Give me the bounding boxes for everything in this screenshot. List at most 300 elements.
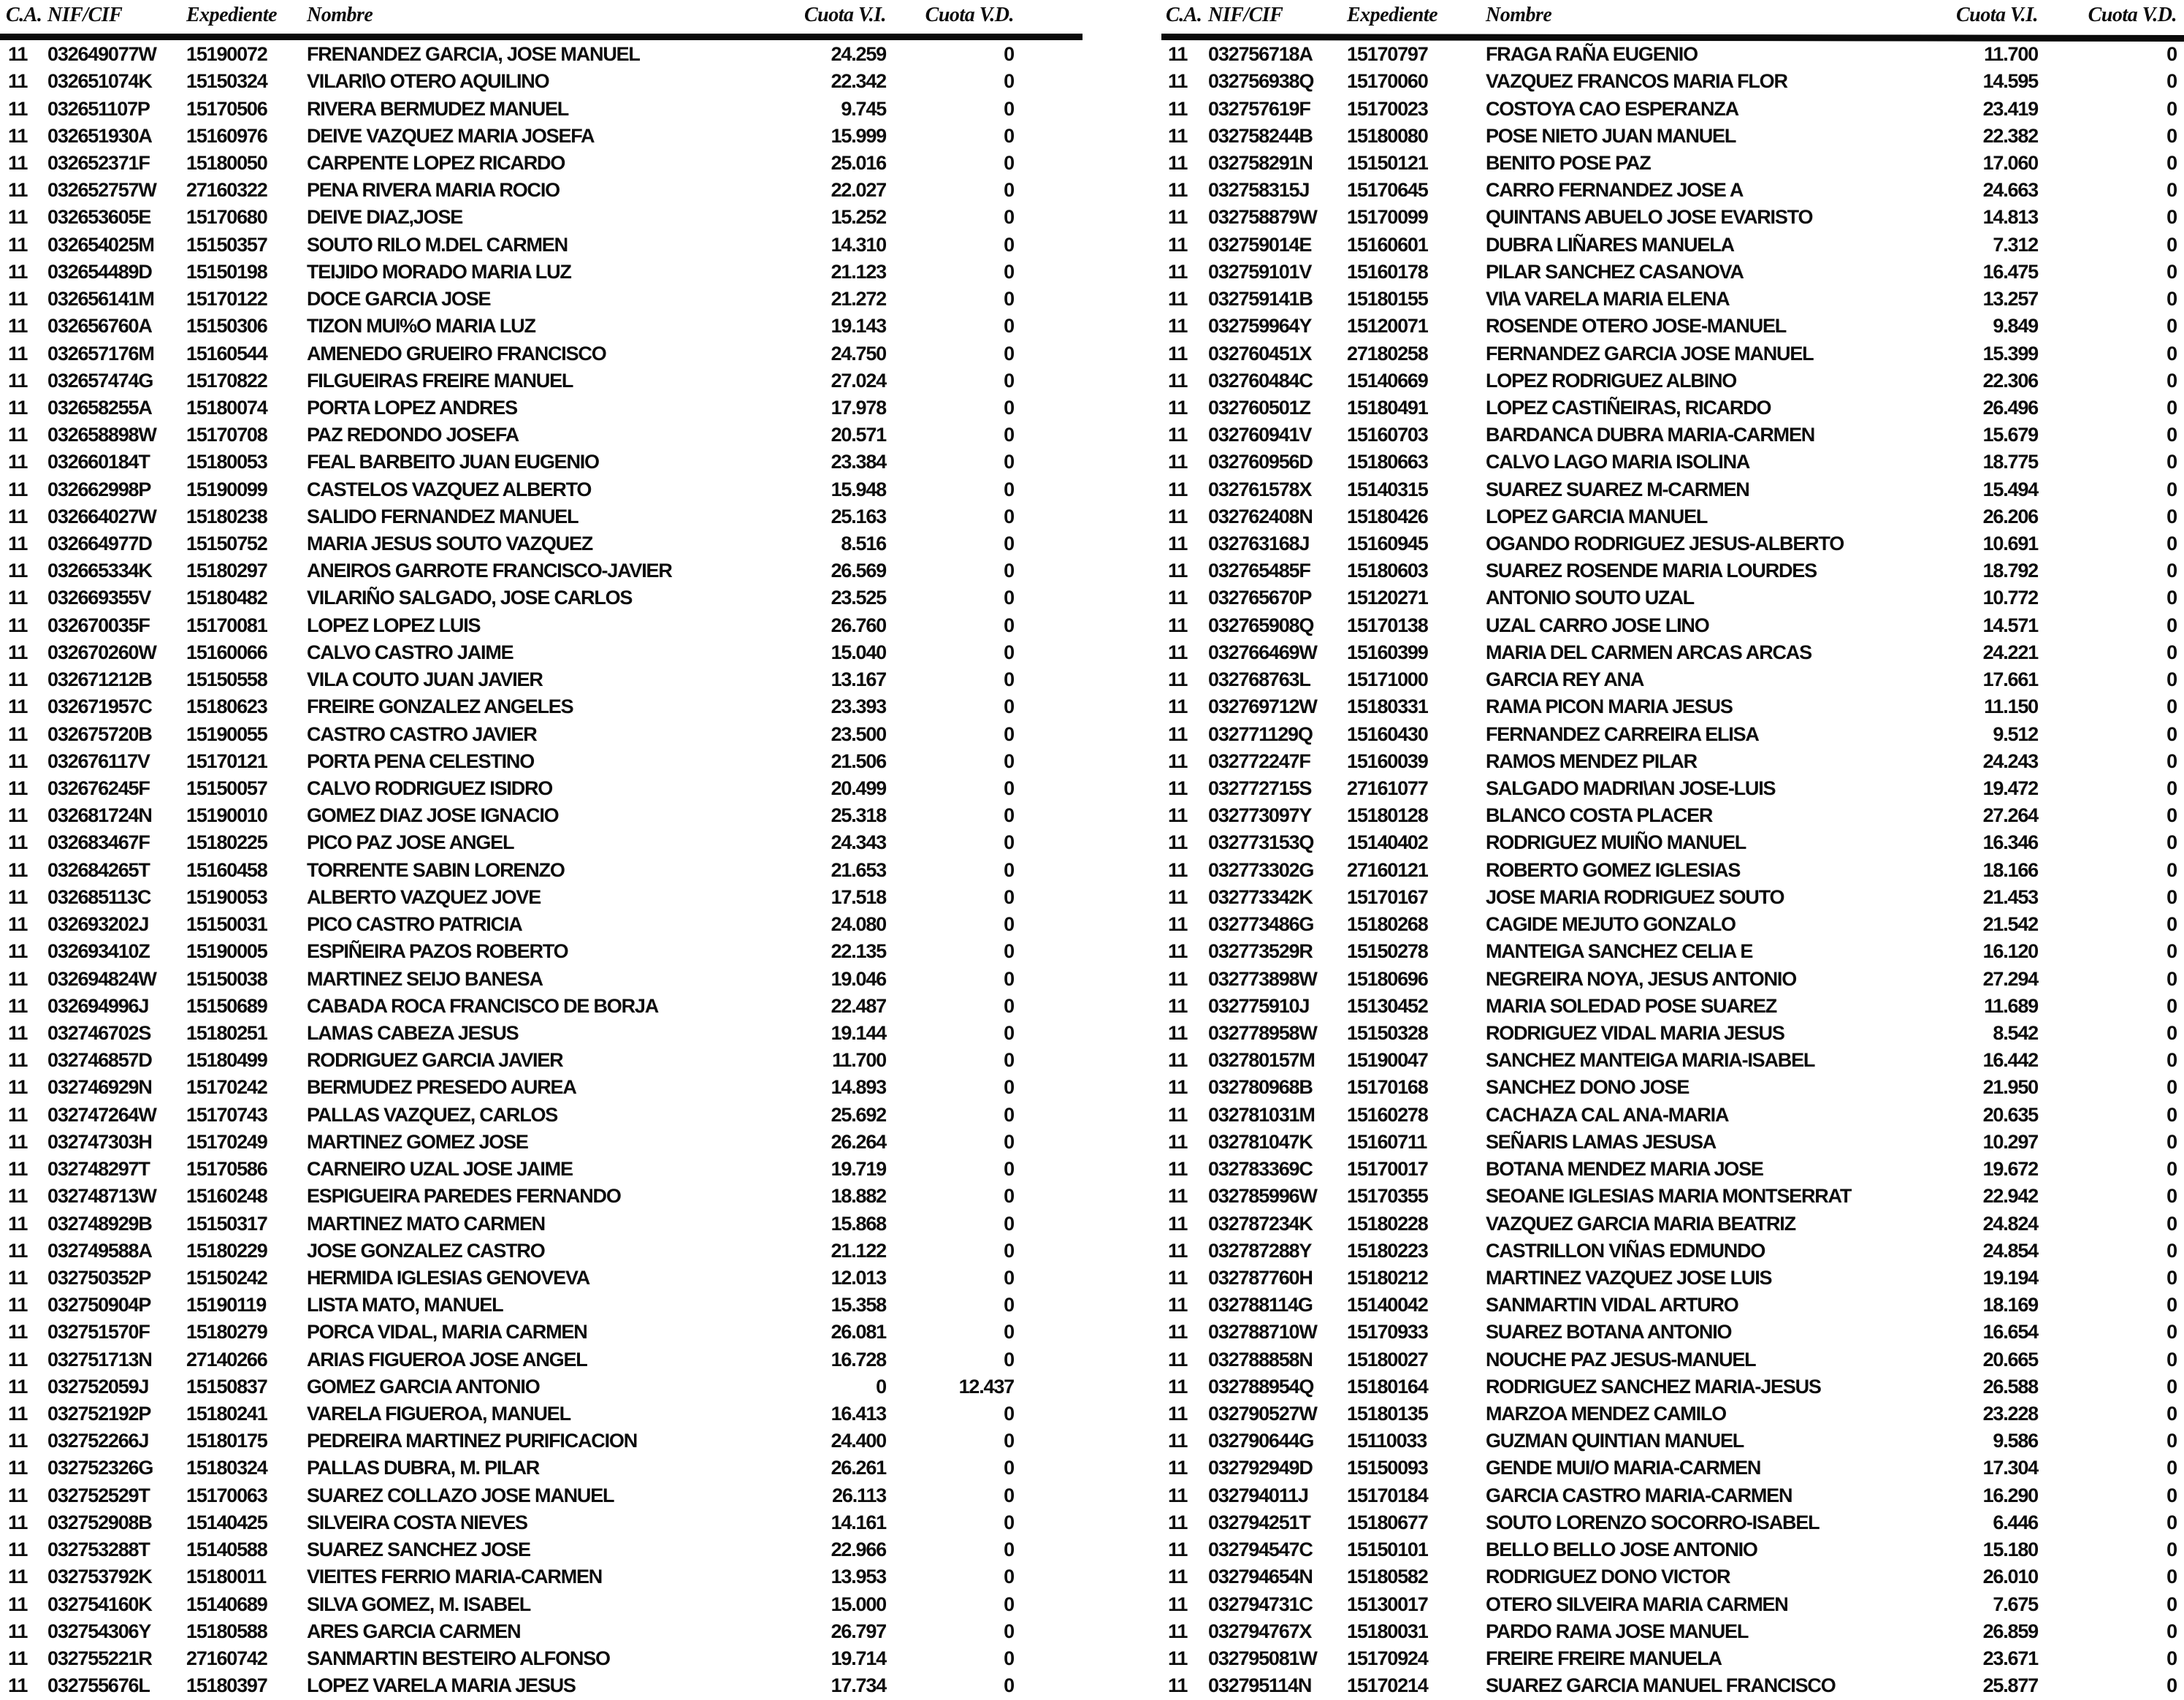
ca-cell: 11 [8, 342, 28, 365]
cuota-vd-cell: 0 [1004, 1321, 1014, 1343]
cuota-vi-cell: 23.384 [831, 451, 886, 473]
cuota-vd-cell: 0 [1004, 288, 1014, 310]
nif-cell: 032759964Y [1208, 315, 1312, 338]
ca-cell: 11 [8, 641, 28, 663]
nif-cell: 032772247F [1208, 750, 1310, 772]
expediente-cell: 15170708 [186, 424, 267, 446]
nombre-cell: RODRIGUEZ MUIÑO MANUEL [1486, 831, 1746, 854]
table-row [1166, 1672, 2177, 1699]
nombre-cell: BOTANA MENDEZ MARIA JOSE [1486, 1158, 1763, 1181]
table-row [1166, 775, 2177, 802]
table-row [6, 1455, 1014, 1482]
cuota-vd-cell: 0 [1004, 70, 1014, 93]
table-row [1166, 1210, 2177, 1237]
cuota-vi-cell: 26.496 [1982, 396, 2038, 419]
nombre-cell: MARIA DEL CARMEN ARCAS ARCAS [1486, 641, 1811, 663]
expediente-cell: 15170017 [1347, 1158, 1428, 1181]
table-row [6, 1319, 1014, 1346]
cuota-vd-cell: 12.437 [958, 1375, 1014, 1398]
ca-cell: 11 [8, 1212, 28, 1235]
nif-cell: 032759101V [1208, 260, 1312, 283]
cuota-vd-cell: 0 [1004, 940, 1014, 963]
cuota-vi-cell: 26.859 [1982, 1620, 2038, 1642]
table-row [1166, 1509, 2177, 1536]
cuota-vd-cell: 0 [2166, 1076, 2177, 1099]
nif-cell: 032788710W [1208, 1321, 1317, 1343]
expediente-cell: 15180588 [186, 1620, 267, 1642]
table-row [6, 584, 1014, 611]
expediente-cell: 15170933 [1347, 1321, 1428, 1343]
nombre-cell: CASTRO CASTRO JAVIER [307, 723, 537, 745]
cuota-vi-cell: 13.257 [1982, 288, 2038, 310]
cuota-vi-cell: 17.518 [831, 885, 886, 908]
expediente-cell: 15150031 [186, 913, 267, 936]
table-row [6, 1020, 1014, 1047]
cuota-vd-cell: 0 [1004, 260, 1014, 283]
expediente-cell: 15150324 [186, 70, 267, 93]
expediente-cell: 15170184 [1347, 1484, 1428, 1506]
table-row [6, 775, 1014, 802]
cuota-vi-cell: 24.750 [831, 342, 886, 365]
ca-cell: 11 [1168, 260, 1188, 283]
nombre-cell: ESPIGUEIRA PAREDES FERNANDO [307, 1185, 621, 1208]
nombre-cell: SOUTO LORENZO SOCORRO-ISABEL [1486, 1511, 1820, 1533]
expediente-cell: 15180397 [186, 1674, 267, 1697]
cuota-vd-cell: 0 [1004, 1647, 1014, 1670]
nif-cell: 032780157M [1208, 1049, 1315, 1072]
table-row [6, 340, 1014, 367]
cuota-vd-cell: 0 [2166, 260, 2177, 283]
nif-cell: 032654025M [47, 233, 154, 256]
cuota-vi-cell: 7.675 [1993, 1593, 2038, 1615]
nombre-cell: GARCIA CASTRO MARIA-CARMEN [1486, 1484, 1792, 1506]
nombre-cell: LAMAS CABEZA JESUS [307, 1021, 519, 1044]
expediente-cell: 15180223 [1347, 1239, 1428, 1262]
nombre-cell: HERMIDA IGLESIAS GENOVEVA [307, 1266, 590, 1289]
ca-cell: 11 [1168, 1021, 1188, 1044]
cuota-vd-cell: 0 [1004, 179, 1014, 202]
cuota-vd-cell: 0 [1004, 342, 1014, 365]
ca-cell: 11 [1168, 1130, 1188, 1153]
ca-cell: 11 [1168, 288, 1188, 310]
expediente-cell: 15170081 [186, 614, 267, 636]
table-row [6, 259, 1014, 286]
nif-cell: 032676245F [47, 777, 150, 800]
nif-cell: 032775910J [1208, 994, 1310, 1017]
cuota-vd-cell: 0 [2166, 1130, 2177, 1153]
table-row [6, 313, 1014, 340]
cuota-vd-cell: 0 [2166, 288, 2177, 310]
table-row [6, 1238, 1014, 1265]
cuota-vi-cell: 18.775 [1982, 451, 2038, 473]
cuota-vd-cell: 0 [2166, 151, 2177, 174]
table-row [1166, 1536, 2177, 1563]
ca-cell: 11 [8, 587, 28, 609]
cuota-vi-cell: 19.046 [831, 967, 886, 990]
expediente-cell: 15160278 [1347, 1103, 1428, 1126]
cuota-vi-cell: 14.310 [831, 233, 886, 256]
table-row [1166, 965, 2177, 992]
cuota-vi-cell: 27.024 [831, 369, 886, 392]
expediente-cell: 15180238 [186, 505, 267, 527]
column-header-nif: NIF/CIF [1208, 4, 1283, 26]
table-row [6, 232, 1014, 259]
column-header-ca: C.A. [6, 4, 42, 26]
ca-cell: 11 [8, 695, 28, 718]
nombre-cell: VI\A VARELA MARIA ELENA [1486, 288, 1730, 310]
nif-cell: 032795114N [1208, 1674, 1312, 1697]
nif-cell: 032765485F [1208, 560, 1310, 582]
nombre-cell: SEÑARIS LAMAS JESUSA [1486, 1130, 1717, 1153]
cuota-vi-cell: 11.700 [832, 1049, 886, 1072]
ca-cell: 11 [8, 1239, 28, 1262]
expediente-cell: 15180696 [1347, 967, 1428, 990]
cuota-vd-cell: 0 [1004, 206, 1014, 229]
expediente-cell: 15170586 [186, 1158, 267, 1181]
left-table-rows [6, 41, 1014, 1699]
cuota-vd-cell: 0 [2166, 1566, 2177, 1588]
cuota-vd-cell: 0 [2166, 1593, 2177, 1615]
ca-cell: 11 [8, 560, 28, 582]
cuota-vi-cell: 25.016 [831, 151, 886, 174]
expediente-cell: 27160121 [1347, 858, 1428, 881]
cuota-vd-cell: 0 [2166, 777, 2177, 800]
expediente-cell: 15170023 [1347, 97, 1428, 120]
nif-cell: 032769712W [1208, 695, 1317, 718]
table-row [6, 1428, 1014, 1455]
cuota-vd-cell: 0 [2166, 723, 2177, 745]
nif-cell: 032748713W [47, 1185, 156, 1208]
nombre-cell: CASTELOS VAZQUEZ ALBERTO [307, 478, 592, 500]
table-row [6, 1590, 1014, 1617]
nombre-cell: RODRIGUEZ VIDAL MARIA JESUS [1486, 1021, 1784, 1044]
expediente-cell: 15160039 [1347, 750, 1428, 772]
table-row [1166, 857, 2177, 884]
cuota-vd-cell: 0 [1004, 668, 1014, 691]
nombre-cell: RAMA PICON MARIA JESUS [1486, 695, 1733, 718]
nombre-cell: PEDREIRA MARTINEZ PURIFICACION [307, 1430, 638, 1452]
nif-cell: 032693202J [47, 913, 149, 936]
cuota-vi-cell: 25.163 [831, 505, 886, 527]
nif-cell: 032752059J [47, 1375, 149, 1398]
cuota-vi-cell: 21.506 [831, 750, 886, 772]
expediente-cell: 15170355 [1347, 1185, 1428, 1208]
expediente-cell: 15150752 [186, 533, 267, 555]
cuota-vi-cell: 26.206 [1982, 505, 2038, 527]
ca-cell: 11 [8, 315, 28, 338]
cuota-vi-cell: 26.010 [1982, 1566, 2038, 1588]
cuota-vi-cell: 19.714 [831, 1647, 886, 1670]
cuota-vi-cell: 22.306 [1982, 369, 2038, 392]
ca-cell: 11 [1168, 1593, 1188, 1615]
table-row [6, 1482, 1014, 1509]
table-row [6, 394, 1014, 422]
cuota-vd-cell: 0 [2166, 478, 2177, 500]
cuota-vd-cell: 0 [2166, 1403, 2177, 1425]
column-header-cuota-vd: Cuota V.D. [925, 4, 1014, 26]
nif-cell: 032670260W [47, 641, 156, 663]
nif-cell: 032787234K [1208, 1212, 1313, 1235]
table-row [6, 993, 1014, 1020]
table-row [6, 693, 1014, 720]
cuota-vd-cell: 0 [1004, 831, 1014, 854]
nif-cell: 032754160K [47, 1593, 152, 1615]
nif-cell: 032681724N [47, 804, 152, 827]
expediente-cell: 15170121 [186, 750, 267, 772]
nif-cell: 032651107P [47, 97, 150, 120]
nombre-cell: TORRENTE SABIN LORENZO [307, 858, 565, 881]
expediente-cell: 27160322 [186, 179, 267, 202]
cuota-vi-cell: 9.586 [1993, 1430, 2038, 1452]
nif-cell: 032780968B [1208, 1076, 1313, 1099]
expediente-cell: 15140588 [186, 1539, 267, 1561]
nif-cell: 032787288Y [1208, 1239, 1312, 1262]
cuota-vd-cell: 0 [2166, 43, 2177, 66]
table-row [6, 367, 1014, 394]
expediente-cell: 15180229 [186, 1239, 267, 1262]
nif-cell: 032794547C [1208, 1539, 1313, 1561]
expediente-cell: 15140315 [1347, 478, 1428, 500]
ca-cell: 11 [8, 1620, 28, 1642]
cuota-vd-cell: 0 [1004, 1403, 1014, 1425]
nombre-cell: LOPEZ LOPEZ LUIS [307, 614, 481, 636]
table-row [1166, 123, 2177, 150]
cuota-vi-cell: 14.571 [1982, 614, 2038, 636]
cuota-vd-cell: 0 [2166, 1212, 2177, 1235]
cuota-vi-cell: 26.760 [831, 614, 886, 636]
cuota-vd-cell: 0 [2166, 97, 2177, 120]
nif-cell: 032756718A [1208, 43, 1313, 66]
nombre-cell: VILA COUTO JUAN JAVIER [307, 668, 543, 691]
nif-cell: 032751713N [47, 1348, 152, 1371]
table-row [1166, 367, 2177, 394]
ca-cell: 11 [1168, 70, 1188, 93]
cuota-vi-cell: 22.966 [831, 1539, 886, 1561]
cuota-vd-cell: 0 [2166, 206, 2177, 229]
ca-cell: 11 [1168, 994, 1188, 1017]
table-row [1166, 1455, 2177, 1482]
nombre-cell: PENA RIVERA MARIA ROCIO [307, 179, 560, 202]
nif-cell: 032649077W [47, 43, 156, 66]
cuota-vd-cell: 0 [1004, 1158, 1014, 1181]
nif-cell: 032773486G [1208, 913, 1314, 936]
nif-cell: 032752266J [47, 1430, 149, 1452]
nombre-cell: PALLAS DUBRA, M. PILAR [307, 1457, 540, 1479]
nif-cell: 032752529T [47, 1484, 150, 1506]
expediente-cell: 15150278 [1347, 940, 1428, 963]
nif-cell: 032757619F [1208, 97, 1310, 120]
cuota-vi-cell: 8.516 [841, 533, 886, 555]
ca-cell: 11 [8, 1076, 28, 1099]
nombre-cell: FRENANDEZ GARCIA, JOSE MANUEL [307, 43, 640, 66]
expediente-cell: 15130452 [1347, 994, 1428, 1017]
nif-cell: 032759014E [1208, 233, 1312, 256]
nif-cell: 032771129Q [1208, 723, 1313, 745]
ca-cell: 11 [8, 1647, 28, 1670]
table-row [1166, 68, 2177, 95]
table-row [1166, 1482, 2177, 1509]
nombre-cell: ANTONIO SOUTO UZAL [1486, 587, 1694, 609]
cuota-vi-cell: 19.143 [831, 315, 886, 338]
ca-cell: 11 [8, 70, 28, 93]
table-row [1166, 666, 2177, 693]
cuota-vi-cell: 22.135 [831, 940, 886, 963]
cuota-vi-cell: 15.399 [1982, 342, 2038, 365]
ca-cell: 11 [1168, 695, 1188, 718]
nombre-cell: UZAL CARRO JOSE LINO [1486, 614, 1709, 636]
nombre-cell: SILVEIRA COSTA NIEVES [307, 1511, 527, 1533]
cuota-vd-cell: 0 [2166, 967, 2177, 990]
nombre-cell: BELLO BELLO JOSE ANTONIO [1486, 1539, 1757, 1561]
expediente-cell: 15180074 [186, 396, 267, 419]
nif-cell: 032746702S [47, 1021, 151, 1044]
nif-cell: 032788858N [1208, 1348, 1313, 1371]
cuota-vd-cell: 0 [2166, 1511, 2177, 1533]
nif-cell: 032788954Q [1208, 1375, 1314, 1398]
table-row [6, 857, 1014, 884]
cuota-vi-cell: 26.588 [1982, 1375, 2038, 1398]
nif-cell: 032651930A [47, 124, 152, 147]
cuota-vd-cell: 0 [2166, 994, 2177, 1017]
table-row [6, 612, 1014, 639]
cuota-vd-cell: 0 [1004, 913, 1014, 936]
nif-cell: 032778958W [1208, 1021, 1317, 1044]
ca-cell: 11 [1168, 1403, 1188, 1425]
nif-cell: 032671212B [47, 668, 152, 691]
nombre-cell: SANMARTIN BESTEIRO ALFONSO [307, 1647, 610, 1670]
table-row [6, 95, 1014, 122]
table-row [1166, 394, 2177, 422]
expediente-cell: 15180011 [186, 1566, 267, 1588]
nif-cell: 032795081W [1208, 1647, 1317, 1670]
nif-cell: 032773302G [1208, 858, 1314, 881]
cuota-vd-cell: 0 [1004, 967, 1014, 990]
ca-cell: 11 [1168, 1239, 1188, 1262]
nombre-cell: BENITO POSE PAZ [1486, 151, 1651, 174]
nombre-cell: GENDE MUI/O MARIA-CARMEN [1486, 1457, 1761, 1479]
column-header-nombre: Nombre [1486, 4, 1552, 26]
cuota-vi-cell: 15.679 [1982, 424, 2038, 446]
table-row [1166, 259, 2177, 286]
cuota-vd-cell: 0 [1004, 695, 1014, 718]
nombre-cell: TIZON MUI%O MARIA LUZ [307, 315, 535, 338]
cuota-vd-cell: 0 [2166, 451, 2177, 473]
cuota-vd-cell: 0 [2166, 1375, 2177, 1398]
cuota-vi-cell: 21.950 [1982, 1076, 2038, 1099]
ca-cell: 11 [1168, 342, 1188, 365]
cuota-vi-cell: 27.264 [1982, 804, 2038, 827]
table-row [6, 1210, 1014, 1237]
cuota-vi-cell: 7.312 [1993, 233, 2038, 256]
expediente-cell: 15180491 [1347, 396, 1428, 419]
nombre-cell: LOPEZ RODRIGUEZ ALBINO [1486, 369, 1737, 392]
nif-cell: 032694824W [47, 967, 156, 990]
cuota-vd-cell: 0 [1004, 560, 1014, 582]
nif-cell: 032756938Q [1208, 70, 1314, 93]
cuota-vi-cell: 14.893 [831, 1076, 886, 1099]
cuota-vd-cell: 0 [2166, 1049, 2177, 1072]
cuota-vi-cell: 11.150 [1984, 695, 2038, 718]
ca-cell: 11 [1168, 1539, 1188, 1561]
table-row [1166, 1292, 2177, 1319]
table-row [1166, 422, 2177, 449]
column-header-cuota-vi: Cuota V.I. [1956, 4, 2038, 26]
cuota-vd-cell: 0 [2166, 1266, 2177, 1289]
nif-cell: 032783369C [1208, 1158, 1313, 1181]
cuota-vd-cell: 0 [1004, 1076, 1014, 1099]
nombre-cell: SUAREZ GARCIA MANUEL FRANCISCO [1486, 1674, 1836, 1697]
nif-cell: 032794654N [1208, 1566, 1313, 1588]
cuota-vi-cell: 6.446 [1993, 1511, 2038, 1533]
table-row [6, 884, 1014, 911]
nif-cell: 032761578X [1208, 478, 1312, 500]
expediente-cell: 15190053 [186, 885, 267, 908]
nif-cell: 032747303H [47, 1130, 152, 1153]
table-row [1166, 150, 2177, 177]
cuota-vi-cell: 20.571 [831, 424, 886, 446]
cuota-vd-cell: 0 [1004, 1430, 1014, 1452]
table-row [6, 1509, 1014, 1536]
cuota-vi-cell: 9.512 [1993, 723, 2038, 745]
cuota-vi-cell: 25.692 [831, 1103, 886, 1126]
cuota-vi-cell: 20.665 [1982, 1348, 2038, 1371]
cuota-vi-cell: 19.144 [831, 1021, 886, 1044]
nombre-cell: ARIAS FIGUEROA JOSE ANGEL [307, 1348, 587, 1371]
table-row [6, 557, 1014, 584]
cuota-vd-cell: 0 [1004, 804, 1014, 827]
cuota-vd-cell: 0 [1004, 750, 1014, 772]
table-row [1166, 1102, 2177, 1129]
nif-cell: 032748929B [47, 1212, 152, 1235]
table-row [1166, 1590, 2177, 1617]
nif-cell: 032787760H [1208, 1266, 1313, 1289]
nif-cell: 032656141M [47, 288, 154, 310]
expediente-cell: 15120271 [1347, 587, 1428, 609]
nombre-cell: LISTA MATO, MANUEL [307, 1294, 503, 1316]
nombre-cell: MARTINEZ MATO CARMEN [307, 1212, 545, 1235]
nif-cell: 032664027W [47, 505, 156, 527]
nif-cell: 032660184T [47, 451, 150, 473]
ca-cell: 11 [1168, 1674, 1188, 1697]
cuota-vi-cell: 14.595 [1982, 70, 2038, 93]
nif-cell: 032657176M [47, 342, 154, 365]
expediente-cell: 15170242 [186, 1076, 267, 1099]
table-row [6, 150, 1014, 177]
ca-cell: 11 [8, 533, 28, 555]
expediente-cell: 15170063 [186, 1484, 267, 1506]
nombre-cell: MARTINEZ GOMEZ JOSE [307, 1130, 528, 1153]
ca-cell: 11 [1168, 478, 1188, 500]
cuota-vi-cell: 21.453 [1982, 885, 2038, 908]
expediente-cell: 15170506 [186, 97, 267, 120]
nif-cell: 032773898W [1208, 967, 1317, 990]
cuota-vd-cell: 0 [2166, 1484, 2177, 1506]
nif-cell: 032768763L [1208, 668, 1310, 691]
cuota-vi-cell: 24.080 [831, 913, 886, 936]
nombre-cell: FREIRE FREIRE MANUELA [1486, 1647, 1722, 1670]
ca-cell: 11 [1168, 1103, 1188, 1126]
nombre-cell: GOMEZ GARCIA ANTONIO [307, 1375, 540, 1398]
nombre-cell: FRAGA RAÑA EUGENIO [1486, 43, 1698, 66]
cuota-vi-cell: 20.499 [831, 777, 886, 800]
cuota-vi-cell: 26.261 [831, 1457, 886, 1479]
nif-cell: 032758244B [1208, 124, 1313, 147]
nif-cell: 032792949D [1208, 1457, 1313, 1479]
cuota-vd-cell: 0 [1004, 478, 1014, 500]
cuota-vi-cell: 17.304 [1982, 1457, 2038, 1479]
nombre-cell: FREIRE GONZALEZ ANGELES [307, 695, 573, 718]
cuota-vd-cell: 0 [1004, 1212, 1014, 1235]
